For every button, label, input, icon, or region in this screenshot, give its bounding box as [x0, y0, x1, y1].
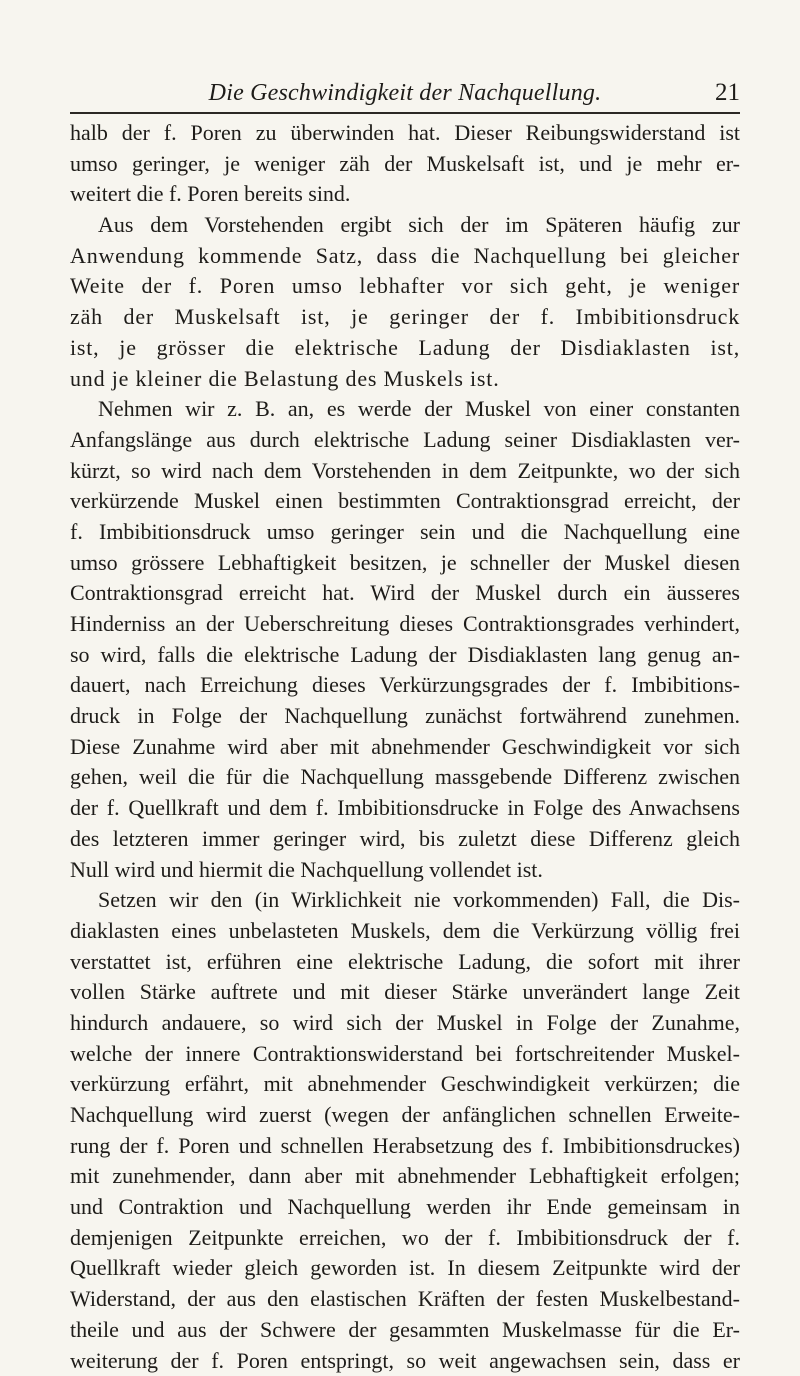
text-line: und je kleiner die Belastung des Muskels ist. — [70, 364, 740, 395]
text-line: kürzt, so wird nach dem Vorstehenden in dem Zeitpunkte, wo der sich — [70, 456, 740, 487]
text-line: so wird, falls die elektrische Ladung der Disdiaklasten lang genug an- — [70, 640, 740, 671]
text-line: demjenigen Zeitpunkte erreichen, wo der f. Imbibitionsdruck der f. — [70, 1223, 740, 1254]
text-line: Quellkraft wieder gleich geworden ist. In diesem Zeitpunkte wird der — [70, 1253, 740, 1284]
text-line: Null wird und hiermit die Nachquellung vollendet ist. — [70, 855, 740, 886]
text-line: Anwendung kommende Satz, dass die Nachquellung bei gleicher — [70, 241, 740, 272]
text-line: der f. Quellkraft und dem f. Imbibitionsdrucke in Folge des Anwachsens — [70, 793, 740, 824]
header-rule — [70, 112, 740, 114]
text-line: rung der f. Poren und schnellen Herabsetzung des f. Imbibitionsdruckes) — [70, 1131, 740, 1162]
running-header — [70, 78, 740, 112]
text-line: diaklasten eines unbelasteten Muskels, dem die Verkürzung völlig frei — [70, 916, 740, 947]
text-line: Contraktionsgrad erreicht hat. Wird der Muskel durch ein äusseres — [70, 578, 740, 609]
text-line: verkürzende Muskel einen bestimmten Contraktionsgrad erreicht, der — [70, 486, 740, 517]
text-line: Setzen wir den (in Wirklichkeit nie vorkommenden) Fall, die Dis- — [70, 885, 740, 916]
text-line: mit zunehmender, dann aber mit abnehmender Lebhaftigkeit erfolgen; — [70, 1161, 740, 1192]
text-line: vollen Stärke auftrete und mit dieser Stärke unverändert lange Zeit — [70, 977, 740, 1008]
text-line: druck in Folge der Nachquellung zunächst fortwährend zunehmen. — [70, 701, 740, 732]
text-line: des letzteren immer geringer wird, bis zuletzt diese Differenz gleich — [70, 824, 740, 855]
text-line: zäh der Muskelsaft ist, je geringer der f. Imbibitionsdruck — [70, 302, 740, 333]
text-line: Nachquellung wird zuerst (wegen der anfänglichen schnellen Erweite- — [70, 1100, 740, 1131]
text-line: halb der f. Poren zu überwinden hat. Dieser Reibungswiderstand ist — [70, 118, 740, 149]
text-line: Weite der f. Poren umso lebhafter vor sich geht, je weniger — [70, 271, 740, 302]
text-line: welche der innere Contraktionswiderstand bei fortschreitender Muskel- — [70, 1039, 740, 1070]
text-line: verstattet ist, erführen eine elektrische Ladung, die sofort mit ihrer — [70, 947, 740, 978]
text-line: Widerstand, der aus den elastischen Kräften der festen Muskelbestand- — [70, 1284, 740, 1315]
text-line: Anfangslänge aus durch elektrische Ladung seiner Disdiaklasten ver- — [70, 425, 740, 456]
text-line: umso grössere Lebhaftigkeit besitzen, je schneller der Muskel diesen — [70, 548, 740, 579]
text-line: ist, je grösser die elektrische Ladung der Disdiaklasten ist, — [70, 333, 740, 364]
text-line: Nehmen wir z. B. an, es werde der Muskel von einer constanten — [70, 394, 740, 425]
text-line: weitert die f. Poren bereits sind. — [70, 179, 740, 210]
running-title: Die Geschwindigkeit der Nachquellung. — [70, 78, 740, 108]
text-line: hindurch andauere, so wird sich der Muskel in Folge der Zunahme, — [70, 1008, 740, 1039]
text-line: dauert, nach Erreichung dieses Verkürzungsgrades der f. Imbibitions- — [70, 670, 740, 701]
text-line: Diese Zunahme wird aber mit abnehmender Geschwindigkeit vor sich — [70, 732, 740, 763]
text-line: umso geringer, je weniger zäh der Muskelsaft ist, und je mehr er- — [70, 149, 740, 180]
text-line: und Contraktion und Nachquellung werden ihr Ende gemeinsam in — [70, 1192, 740, 1223]
text-line: gehen, weil die für die Nachquellung massgebende Differenz zwischen — [70, 762, 740, 793]
text-line: Aus dem Vorstehenden ergibt sich der im Späteren häufig zur — [70, 210, 740, 241]
text-line: Hinderniss an der Ueberschreitung dieses Contraktionsgrades verhindert, — [70, 609, 740, 640]
text-line: f. Imbibitionsdruck umso geringer sein und die Nachquellung eine — [70, 517, 740, 548]
page-number: 21 — [715, 78, 740, 108]
text-line: theile und aus der Schwere der gesammten Muskelmasse für die Er- — [70, 1315, 740, 1346]
text-line: verkürzung erfährt, mit abnehmender Geschwindigkeit verkürzen; die — [70, 1069, 740, 1100]
body-text — [70, 118, 740, 1376]
text-line: weiterung der f. Poren entspringt, so weit angewachsen sein, dass er — [70, 1346, 740, 1376]
